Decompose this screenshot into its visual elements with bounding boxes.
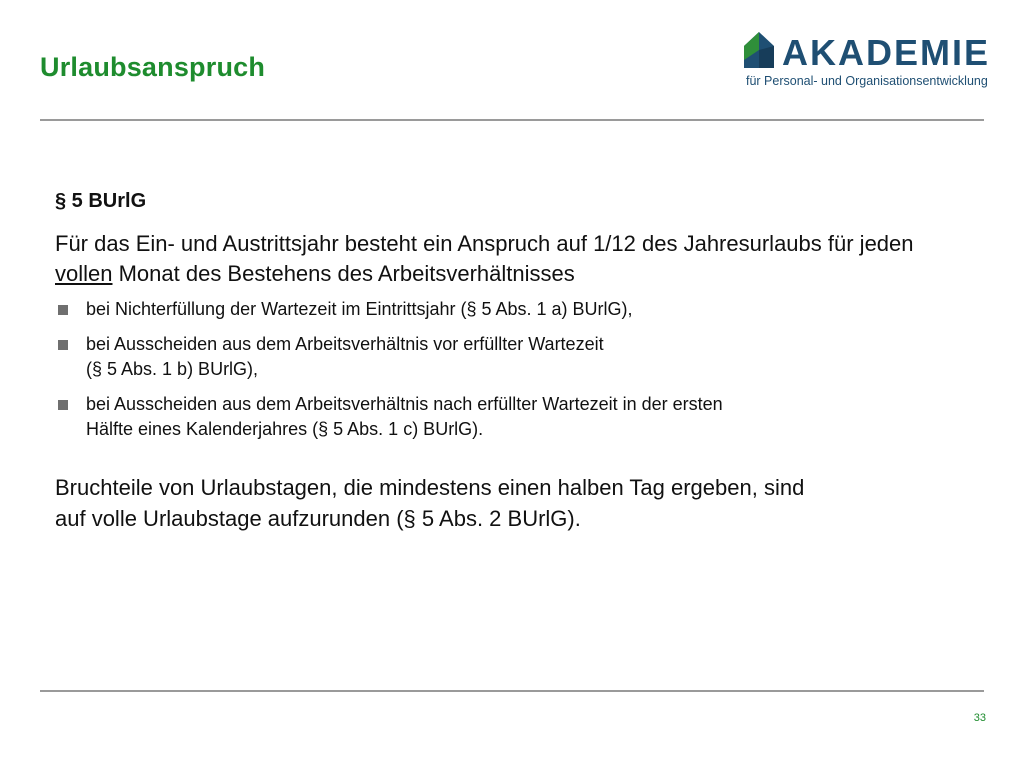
- intro-paragraph: [55, 229, 955, 289]
- square-bullet-icon: [58, 400, 68, 410]
- bullet-text: bei Ausscheiden aus dem Arbeitsverhältnis vor erfüllter Wartezeit (§ 5 Abs. 1 b) BUrlG),: [86, 334, 604, 379]
- list-item: [55, 297, 955, 322]
- house-logo-icon: [742, 30, 776, 70]
- bullet-list: [55, 297, 955, 442]
- intro-underlined-word: vollen: [55, 261, 113, 286]
- logo-wordmark: AKADEMIE: [782, 32, 991, 73]
- list-item: [55, 392, 955, 442]
- bullet-text: bei Ausscheiden aus dem Arbeitsverhältnis nach erfüllter Wartezeit in der ersten Hälfte eines Kalenderjahres (§ 5 Abs. 1 c) BUrlG).: [86, 394, 723, 439]
- closing-paragraph: Bruchteile von Urlaubstagen, die mindestens einen halben Tag ergeben, sind auf volle Urlaubstage aufzurunden (§ 5 Abs. 2 BUrlG).: [55, 475, 805, 531]
- slide-content: [55, 190, 955, 534]
- section-heading: § 5 BUrlG: [55, 190, 147, 212]
- slide-title: Urlaubsanspruch: [40, 52, 266, 82]
- list-item: [55, 332, 955, 382]
- akademie-logo: [742, 30, 991, 90]
- page-number: 33: [973, 712, 986, 724]
- intro-text-after: Monat des Bestehens des Arbeitsverhältnisses: [112, 261, 575, 286]
- top-divider: [40, 119, 984, 121]
- intro-text-before: Für das Ein- und Austrittsjahr besteht ein Anspruch auf 1/12 des Jahresurlaubs für jeden: [55, 231, 914, 256]
- bullet-text: bei Nichterfüllung der Wartezeit im Eintrittsjahr (§ 5 Abs. 1 a) BUrlG),: [86, 299, 633, 319]
- square-bullet-icon: [58, 305, 68, 315]
- square-bullet-icon: [58, 340, 68, 350]
- bottom-divider: [40, 690, 984, 692]
- logo-subtitle: für Personal- und Organisationsentwicklung: [746, 74, 988, 88]
